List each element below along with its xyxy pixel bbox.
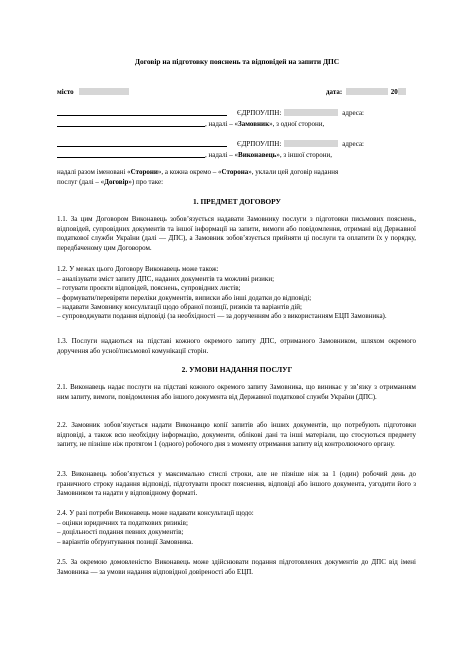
party1-address-field[interactable] <box>57 120 205 127</box>
clause-2-4-intro: 2.4. У разі потреби Виконавець може надавати консультації щодо: <box>57 509 254 517</box>
party1-hereinafter-b: », з одної сторони, <box>269 120 325 128</box>
clause-2-4-item: – доцільності подання певних документів; <box>57 528 184 536</box>
intro-line1 <box>57 168 338 176</box>
clause-2-1: 2.1. Виконавець надає послуги на підставі кожного окремого запиту Замовника, що виникає у зв’язку з отриманням ним запиту, вимоги, повідомлення або іншого документа від Державної податкової служби України (ДПС). <box>57 383 416 401</box>
clause-2-2: 2.2. Замовник зобов’язується надати Виконавцю копії запитів або інших документів, що потребують підготовки відповіді, а також всю необхідну інформацію, документи, облікові дані та інші матеріали, що стосуються предмету запиту, не пізніше ніж протягом 1 (одного) робочого дня з моменту отримання запиту від контролюючого органу. <box>57 421 416 449</box>
city-label: місто <box>57 88 74 96</box>
intro-parties: Сторони <box>130 168 158 176</box>
city-line <box>57 88 129 96</box>
clause-1-2-item: – надавати Замовнику консультації щодо обраної позиції, ризиків та варіантів дій; <box>57 303 302 311</box>
party1-role: Замовник <box>238 120 270 128</box>
party2-edrpou-label: ЄДРПОУ/ІПН: <box>237 140 282 148</box>
intro-text: ») про таке: <box>128 178 164 186</box>
intro-text: надалі разом іменовані « <box>57 168 131 176</box>
clause-2-4-item: – оцінки юридичних та податкових ризиків; <box>57 519 188 527</box>
clause-2-3: 2.3. Виконавець зобов’язується у максимально стислі строки, але не пізніше ніж за 1 (один) робочий день до граничного строку надання відповіді, підготувати проєкт пояснення, відповіді або іншого документа, узгодити його з Замовником та надати у відповідному форматі. <box>57 470 416 498</box>
clause-2-5: 2.5. За окремою домовленістю Виконавець може здійснювати подання підготовлених документів до ДПС від імені Замовника — за умови надання відповідної довіреності або ЕЦП. <box>57 558 416 576</box>
party2-name-field[interactable] <box>57 140 227 147</box>
party2-hereinafter-b: », з іншої сторони, <box>276 151 332 159</box>
party2-edrpou-field[interactable] <box>284 140 338 147</box>
party1-edrpou-field[interactable] <box>284 109 338 116</box>
intro-party: Сторона <box>221 168 249 176</box>
section1-heading: 1. ПРЕДМЕТ ДОГОВОРУ <box>193 197 281 206</box>
clause-1-3: 1.3. Послуги надаються на підставі кожного окремого запиту ДПС, отриманого Замовником, шляхом окремого доручення або усної/письмової комунікації сторін. <box>57 337 416 355</box>
party1-address-label: адреса: <box>342 109 364 117</box>
clause-1-2-intro: 1.2. У межах цього Договору Виконавець може також: <box>57 265 219 273</box>
year-prefix: 20 <box>390 88 398 96</box>
party1-edrpou-label: ЄДРПОУ/ІПН: <box>237 109 282 117</box>
year-field[interactable] <box>398 88 406 95</box>
party2-hereinafter-a: , надалі – « <box>205 151 239 159</box>
date-label: дата: <box>326 88 343 96</box>
party2-role: Виконавець <box>238 151 277 159</box>
intro-line2 <box>57 178 163 186</box>
party2-address-label: адреса: <box>342 140 364 148</box>
party1-hereinafter-a: , надалі – « <box>205 120 239 128</box>
clause-1-2-item: – готувати проєкти відповідей, пояснень, супровідних листів; <box>57 284 241 292</box>
party1-name-field[interactable] <box>57 109 227 116</box>
clause-1-1: 1.1. За цим Договором Виконавець зобов’язується надавати Замовнику послуги з підготовки письмових пояснень, відповідей, супровідних документів та іншої інформації на запити, вимоги або повідомлення, отримані від Державної податкової служби України (далі — ДПС), а Замовник зобов’язується прийняти ці послуги та оплатити їх у порядку, передбаченому цим Договором. <box>57 215 416 252</box>
party1-line1 <box>57 109 364 117</box>
party2-line1 <box>57 140 364 148</box>
clause-2-4-item: – варіантів обґрунтування позиції Замовника. <box>57 538 193 546</box>
clause-1-2-item: – формувати/перевіряти переліки документів, виписки або інші додатки до відповіді; <box>57 294 312 302</box>
section2-heading: 2. УМОВИ НАДАННЯ ПОСЛУГ <box>181 365 293 374</box>
party2-address-field[interactable] <box>57 151 205 158</box>
date-line <box>326 88 406 96</box>
party1-line2 <box>57 120 324 128</box>
intro-text: », уклали цей договір надання <box>248 168 339 176</box>
clause-1-2-item: – аналізувати зміст запиту ДПС, наданих документів та можливі ризики; <box>57 275 275 283</box>
intro-contract: Договір <box>104 178 129 186</box>
city-field[interactable] <box>79 88 129 95</box>
intro-text: послуг (далі – « <box>57 178 105 186</box>
clause-1-2-item: – супроводжувати подання відповіді (за необхідності — за дорученням або з використанням ЕЦП Замовника). <box>57 312 387 320</box>
party2-line2 <box>57 151 332 159</box>
date-field[interactable] <box>346 88 388 95</box>
document-title: Договір на підготовку пояснень та відповідей на запити ДПС <box>134 57 340 66</box>
intro-text: », а кожна окремо – « <box>157 168 222 176</box>
